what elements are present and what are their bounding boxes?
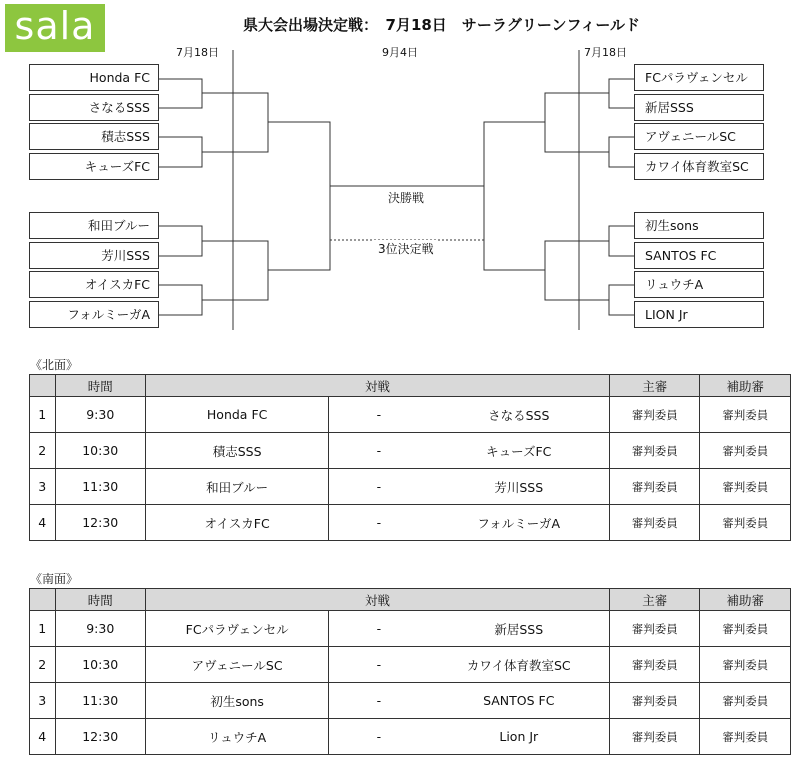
home-team: 初生sons [146, 683, 329, 719]
bracket-team-left: オイスカFC [29, 271, 159, 298]
match-number: 2 [30, 433, 56, 469]
away-team: キューズFC [429, 433, 610, 469]
assistant-referee: 審判委員 [700, 647, 791, 683]
table-row [30, 683, 791, 719]
table-header-row [30, 589, 791, 611]
table-header-row [30, 375, 791, 397]
away-team: Lion Jr [429, 719, 610, 755]
header-no [30, 589, 56, 611]
home-team: 和田ブルー [146, 469, 329, 505]
bracket-team-right: LION Jr [634, 301, 764, 328]
match-time: 12:30 [55, 719, 145, 755]
match-time: 9:30 [55, 611, 145, 647]
page-title: 県大会出場決定戦： 7月18日 サーラグリーンフィールド [243, 16, 641, 34]
referee: 審判委員 [610, 397, 700, 433]
bracket-team-left: Honda FC [29, 64, 159, 91]
match-number: 4 [30, 505, 56, 541]
away-team: カワイ体育教室SC [429, 647, 610, 683]
bracket-team-right: FCパラヴェンセル [634, 64, 764, 91]
match-time: 11:30 [55, 683, 145, 719]
vs-separator: - [329, 397, 429, 433]
match-number: 4 [30, 719, 56, 755]
away-team: 芳川SSS [429, 469, 610, 505]
left-bracket-date: 7月18日 [176, 46, 219, 59]
table-row [30, 469, 791, 505]
assistant-referee: 審判委員 [700, 719, 791, 755]
table-row [30, 397, 791, 433]
bracket-team-right: 新居SSS [634, 94, 764, 121]
match-time: 11:30 [55, 469, 145, 505]
table-row [30, 719, 791, 755]
vs-separator: - [329, 505, 429, 541]
header-time: 時間 [55, 589, 145, 611]
referee: 審判委員 [610, 433, 700, 469]
header-referee: 主審 [610, 589, 700, 611]
section-label-north: 《北面》 [30, 358, 79, 372]
home-team: リュウチA [146, 719, 329, 755]
bracket-team-left: 芳川SSS [29, 242, 159, 269]
assistant-referee: 審判委員 [700, 397, 791, 433]
final-date: 9月4日 [382, 46, 418, 59]
header-assistant: 補助審 [700, 375, 791, 397]
match-number: 3 [30, 469, 56, 505]
referee: 審判委員 [610, 719, 700, 755]
away-team: 新居SSS [429, 611, 610, 647]
away-team: フォルミーガA [429, 505, 610, 541]
match-time: 10:30 [55, 433, 145, 469]
header-no [30, 375, 56, 397]
bracket-team-right: カワイ体育教室SC [634, 153, 764, 180]
vs-separator: - [329, 683, 429, 719]
bracket-team-right: 初生sons [634, 212, 764, 239]
schedule-table-north [29, 374, 791, 541]
table-row [30, 433, 791, 469]
bracket-team-left: 和田ブルー [29, 212, 159, 239]
match-time: 9:30 [55, 397, 145, 433]
home-team: 積志SSS [146, 433, 329, 469]
bracket-team-left: キューズFC [29, 153, 159, 180]
vs-separator: - [329, 611, 429, 647]
schedule-table-south [29, 588, 791, 755]
match-number: 1 [30, 611, 56, 647]
bracket-team-left: 積志SSS [29, 123, 159, 150]
match-time: 10:30 [55, 647, 145, 683]
bracket-team-left: フォルミーガA [29, 301, 159, 328]
referee: 審判委員 [610, 505, 700, 541]
header-match: 対戦 [146, 375, 610, 397]
vs-separator: - [329, 433, 429, 469]
assistant-referee: 審判委員 [700, 433, 791, 469]
match-time: 12:30 [55, 505, 145, 541]
table-row [30, 611, 791, 647]
bracket-team-right: アヴェニールSC [634, 123, 764, 150]
home-team: Honda FC [146, 397, 329, 433]
away-team: SANTOS FC [429, 683, 610, 719]
table-row [30, 505, 791, 541]
third-place-label: 3位決定戦 [374, 240, 438, 257]
vs-separator: - [329, 647, 429, 683]
header-referee: 主審 [610, 375, 700, 397]
referee: 審判委員 [610, 683, 700, 719]
referee: 審判委員 [610, 469, 700, 505]
assistant-referee: 審判委員 [700, 469, 791, 505]
final-label: 決勝戦 [384, 189, 428, 206]
home-team: FCパラヴェンセル [146, 611, 329, 647]
header-assistant: 補助審 [700, 589, 791, 611]
header-match: 対戦 [146, 589, 610, 611]
assistant-referee: 審判委員 [700, 505, 791, 541]
bracket-team-right: SANTOS FC [634, 242, 764, 269]
match-number: 1 [30, 397, 56, 433]
referee: 審判委員 [610, 611, 700, 647]
section-label-south: 《南面》 [30, 572, 79, 586]
sala-logo: sala [5, 4, 105, 52]
away-team: さなるSSS [429, 397, 610, 433]
home-team: アヴェニールSC [146, 647, 329, 683]
bracket-team-right: リュウチA [634, 271, 764, 298]
vs-separator: - [329, 719, 429, 755]
referee: 審判委員 [610, 647, 700, 683]
assistant-referee: 審判委員 [700, 683, 791, 719]
match-number: 2 [30, 647, 56, 683]
assistant-referee: 審判委員 [700, 611, 791, 647]
bracket-team-left: さなるSSS [29, 94, 159, 121]
home-team: オイスカFC [146, 505, 329, 541]
right-bracket-date: 7月18日 [584, 46, 627, 59]
header-time: 時間 [55, 375, 145, 397]
table-row [30, 647, 791, 683]
match-number: 3 [30, 683, 56, 719]
vs-separator: - [329, 469, 429, 505]
